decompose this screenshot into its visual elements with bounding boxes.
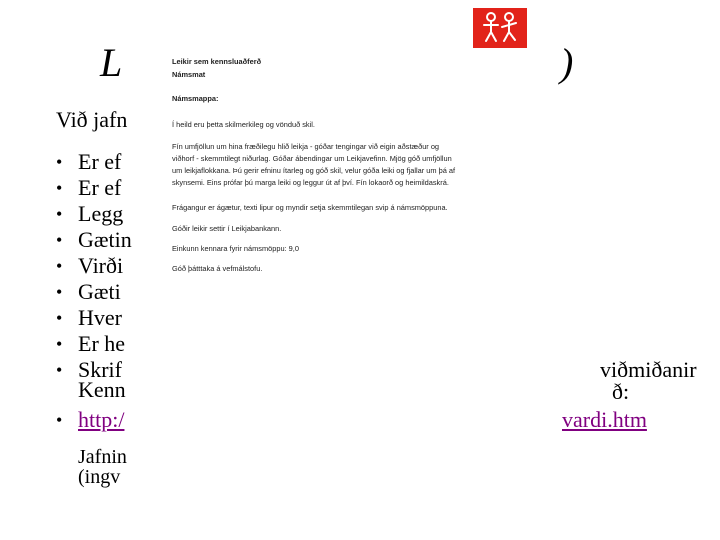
bullet-marker: •: [56, 360, 63, 380]
hyperlink-left[interactable]: http:/: [78, 407, 125, 432]
bullet-marker: •: [56, 204, 63, 224]
document-paragraph-line: viðhorf - skemmtilegt niðurlag. Góðar ábendingar um Leikjavefinn. Mjög góð umfjöllun: [172, 154, 452, 163]
list-item-text: Er ef: [78, 175, 122, 200]
bullet-marker: •: [56, 282, 63, 302]
list-item-text: Kenn: [78, 377, 126, 402]
hyperlink-right[interactable]: vardi.htm: [562, 407, 647, 432]
document-paragraph: Einkunn kennara fyrir námsmöppu: 9,0: [172, 244, 299, 253]
list-item-text: Legg: [78, 201, 124, 226]
leikjavefur-logo: [473, 8, 527, 48]
document-paragraph: Góðir leikir settir í Leikjabankann.: [172, 224, 282, 233]
bullet-marker: •: [56, 256, 63, 276]
document-paragraph-line: skynsemi. Eins prófar þú marga leiki og leggur út af því. Fín lokaorð og heimildaskrá.: [172, 178, 449, 187]
document-paragraph: Í heild eru þetta skilmerkileg og vönduð skil.: [172, 120, 315, 129]
list-item-text: Hver: [78, 305, 122, 330]
bullet-marker: •: [56, 410, 63, 430]
slide-title-fragment-left: L: [100, 40, 123, 85]
list-item-text-right: viðmiðanir: [600, 357, 697, 382]
assessment-document-image: [160, 45, 456, 450]
two-children-figures-icon: [473, 8, 527, 48]
intro-text: Við jafn: [56, 107, 128, 132]
list-item-text-right: ð:: [612, 379, 630, 404]
bullet-marker: •: [56, 334, 63, 354]
list-item-text: Gæti: [78, 279, 121, 304]
bullet-marker: •: [56, 308, 63, 328]
bullet-marker: •: [56, 178, 63, 198]
document-paragraph: Góð þátttaka á vefmálstofu.: [172, 264, 263, 273]
list-item-text: Er he: [78, 331, 126, 356]
document-paragraph-line: Fín umfjöllun um hina fræðilegu hlið leikja - góðar tengingar við eigin aðstæður og: [172, 142, 440, 151]
footer-line: (ingv: [78, 466, 121, 488]
footer-line: Jafnin: [78, 446, 127, 468]
list-item-text: Skrif: [78, 357, 122, 382]
document-section-label: Námsmappa:: [172, 94, 219, 103]
document-paragraph-line: um leikjaflokkana. Þú gerir efninu ítarleg og góð skil, velur góða leiki og fjallar um þá af: [172, 166, 456, 175]
document-subheading: Námsmat: [172, 70, 206, 79]
document-paragraph: Frágangur er ágætur, texti lipur og myndir setja skemmtilegan svip á námsmöppuna.: [172, 203, 448, 212]
bullet-marker: •: [56, 152, 63, 172]
bullet-marker: •: [56, 230, 63, 250]
list-item-text: Gætin: [78, 227, 132, 252]
list-item-text: Virði: [78, 253, 124, 278]
slide-title-fragment-right: ): [560, 40, 574, 85]
document-heading: Leikir sem kennsluaðferð: [172, 57, 262, 66]
list-item-text: Er ef: [78, 149, 122, 174]
